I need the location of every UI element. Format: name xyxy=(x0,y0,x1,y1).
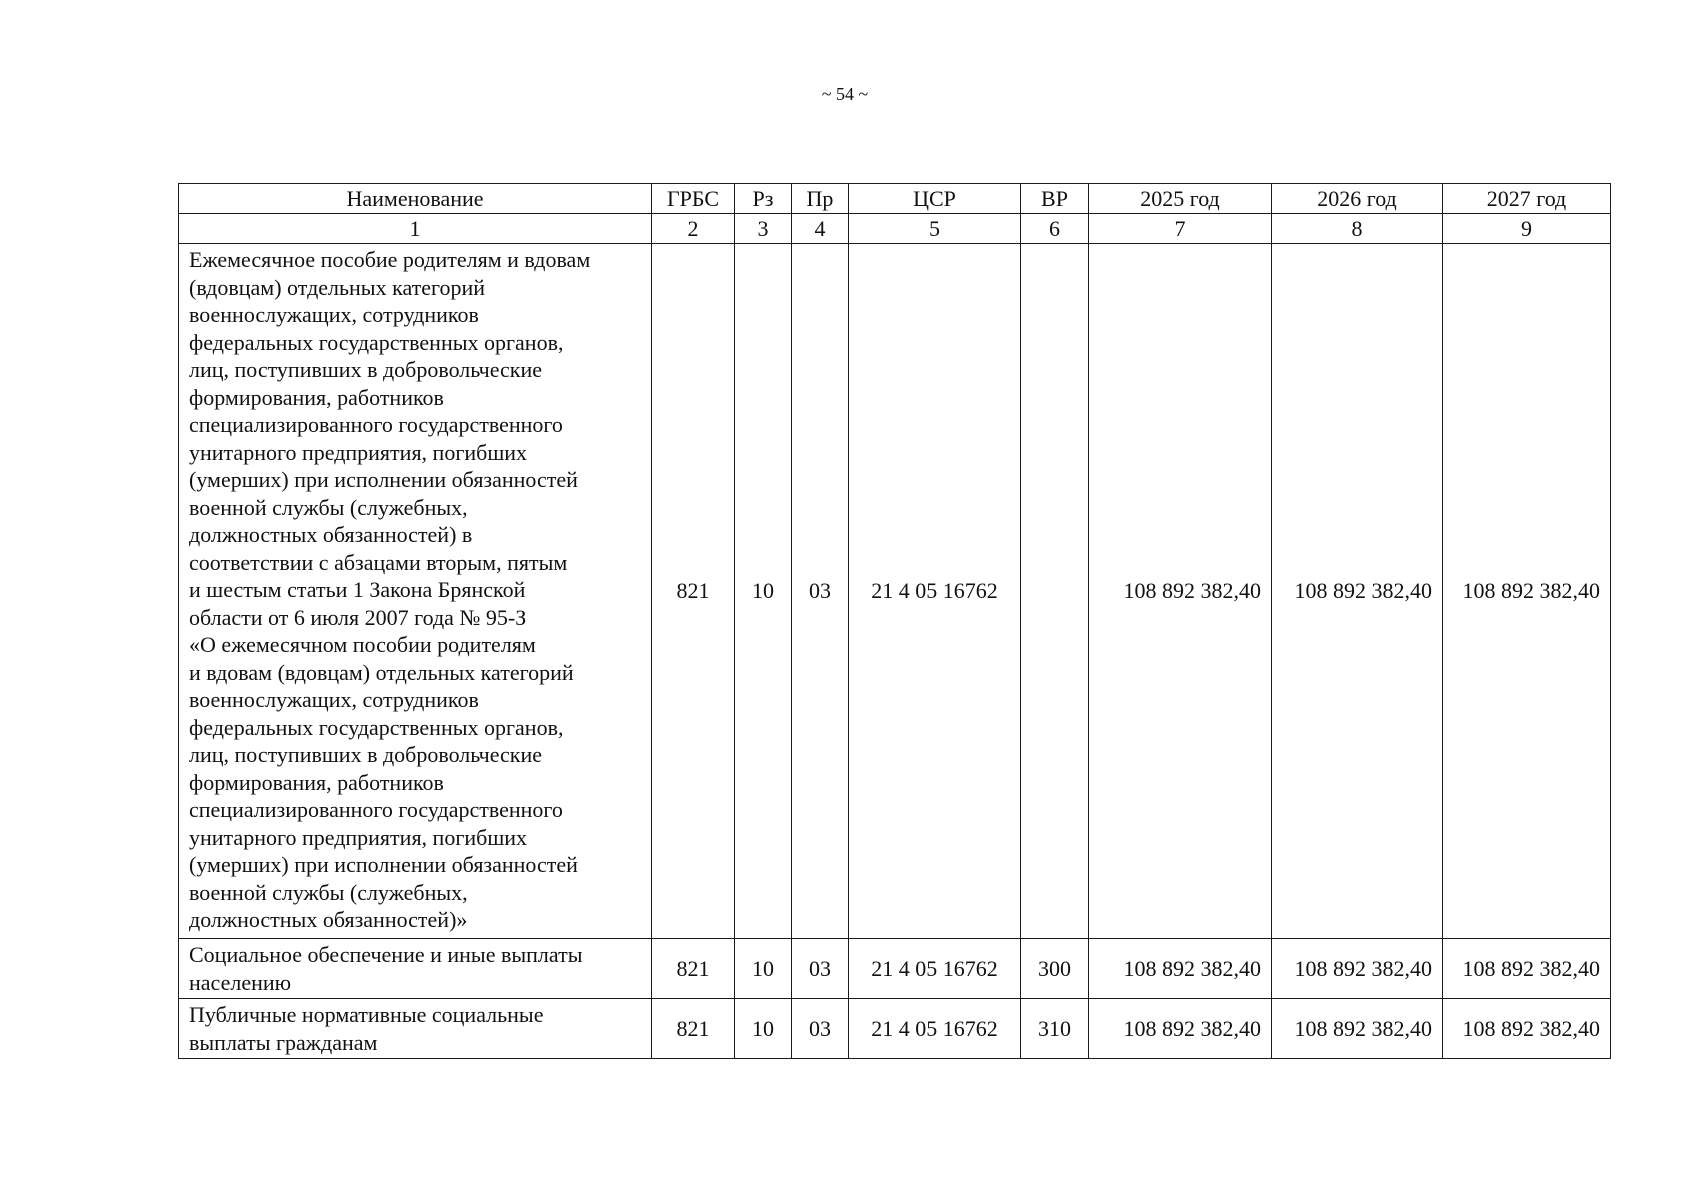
row-name-cell xyxy=(179,244,652,939)
table-row xyxy=(179,999,1611,1059)
name-line: и вдовам (вдовцам) отдельных категорий xyxy=(189,659,574,685)
vr-cell: 310 xyxy=(1021,999,1089,1059)
amount-2025-cell: 108 892 382,40 xyxy=(1089,939,1272,999)
amount-2025-cell: 108 892 382,40 xyxy=(1089,244,1272,939)
header-cell-csr: ЦСР xyxy=(849,184,1021,214)
name-line: федеральных государственных органов, xyxy=(189,329,564,355)
header-cell-name: Наименование xyxy=(179,184,652,214)
page-number: ~ 54 ~ xyxy=(821,84,869,104)
amount-2026-cell: 108 892 382,40 xyxy=(1272,939,1443,999)
amount-2026-cell: 108 892 382,40 xyxy=(1272,244,1443,939)
name-line: федеральных государственных органов, xyxy=(189,714,564,740)
header-cell-vr: ВР xyxy=(1021,184,1089,214)
csr-cell: 21 4 05 16762 xyxy=(849,244,1021,939)
name-line: области от 6 июля 2007 года № 95-З xyxy=(189,604,527,630)
header-cell-2025: 2025 год xyxy=(1089,184,1272,214)
grbs-cell: 821 xyxy=(652,939,735,999)
grbs-cell: 821 xyxy=(652,244,735,939)
pr-cell: 03 xyxy=(792,999,849,1059)
name-line: (вдовцам) отдельных категорий xyxy=(189,274,486,300)
header-cell-grbs: ГРБС xyxy=(652,184,735,214)
amount-2027-cell: 108 892 382,40 xyxy=(1443,999,1611,1059)
amount-2027-cell: 108 892 382,40 xyxy=(1443,939,1611,999)
column-number-cell: 9 xyxy=(1443,214,1611,244)
name-line: населению xyxy=(189,969,292,995)
header-cell-2027: 2027 год xyxy=(1443,184,1611,214)
name-line: формирования, работников xyxy=(189,384,444,410)
name-line: унитарного предприятия, погибших xyxy=(189,439,528,465)
vr-cell xyxy=(1021,244,1089,939)
csr-cell: 21 4 05 16762 xyxy=(849,939,1021,999)
header-row xyxy=(179,184,1611,214)
pr-cell: 03 xyxy=(792,244,849,939)
name-line: военнослужащих, сотрудников xyxy=(189,687,479,712)
column-number-row xyxy=(179,214,1611,244)
column-number-cell: 4 xyxy=(792,214,849,244)
row-name-cell xyxy=(179,939,652,999)
column-number-cell: 7 xyxy=(1089,214,1272,244)
name-line: должностных обязанностей)» xyxy=(189,907,468,932)
name-line: военнослужащих, сотрудников xyxy=(189,302,479,327)
column-number-cell: 2 xyxy=(652,214,735,244)
column-number-cell: 8 xyxy=(1272,214,1443,244)
name-line: (умерших) при исполнении обязанностей xyxy=(189,852,578,877)
name-line: и шестым статьи 1 Закона Брянской xyxy=(189,577,526,602)
name-line: специализированного государственного xyxy=(189,797,563,822)
column-number-cell: 1 xyxy=(179,214,652,244)
csr-cell: 21 4 05 16762 xyxy=(849,999,1021,1059)
name-line: Социальное обеспечение и иные выплаты xyxy=(189,942,583,967)
rz-cell: 10 xyxy=(735,999,792,1059)
grbs-cell: 821 xyxy=(652,999,735,1059)
name-line: формирования, работников xyxy=(189,769,444,795)
name-line: Публичные нормативные социальные xyxy=(189,1002,544,1027)
amount-2025-cell: 108 892 382,40 xyxy=(1089,999,1272,1059)
name-line: военной службы (служебных, xyxy=(189,879,468,905)
name-line: должностных обязанностей) в xyxy=(189,522,473,547)
table-row xyxy=(179,244,1611,939)
budget-table xyxy=(178,183,1611,1059)
amount-2027-cell: 108 892 382,40 xyxy=(1443,244,1611,939)
header-cell-rz: Рз xyxy=(735,184,792,214)
column-number-cell: 5 xyxy=(849,214,1021,244)
name-line: выплаты гражданам xyxy=(189,1029,378,1055)
column-number-cell: 3 xyxy=(735,214,792,244)
name-line: унитарного предприятия, погибших xyxy=(189,824,528,850)
rz-cell: 10 xyxy=(735,939,792,999)
table-row xyxy=(179,939,1611,999)
vr-cell: 300 xyxy=(1021,939,1089,999)
name-line: лиц, поступивших в добровольческие xyxy=(189,742,543,767)
rz-cell: 10 xyxy=(735,244,792,939)
name-line: военной службы (служебных, xyxy=(189,494,468,520)
name-line: «О ежемесячном пособии родителям xyxy=(189,632,536,657)
name-line: Ежемесячное пособие родителям и вдовам xyxy=(189,247,591,272)
amount-2026-cell: 108 892 382,40 xyxy=(1272,999,1443,1059)
row-name-cell xyxy=(179,999,652,1059)
name-line: (умерших) при исполнении обязанностей xyxy=(189,467,578,492)
name-line: лиц, поступивших в добровольческие xyxy=(189,357,543,382)
name-line: соответствии с абзацами вторым, пятым xyxy=(189,549,568,575)
column-number-cell: 6 xyxy=(1021,214,1089,244)
header-cell-2026: 2026 год xyxy=(1272,184,1443,214)
name-line: специализированного государственного xyxy=(189,412,563,437)
pr-cell: 03 xyxy=(792,939,849,999)
header-cell-pr: Пр xyxy=(792,184,849,214)
